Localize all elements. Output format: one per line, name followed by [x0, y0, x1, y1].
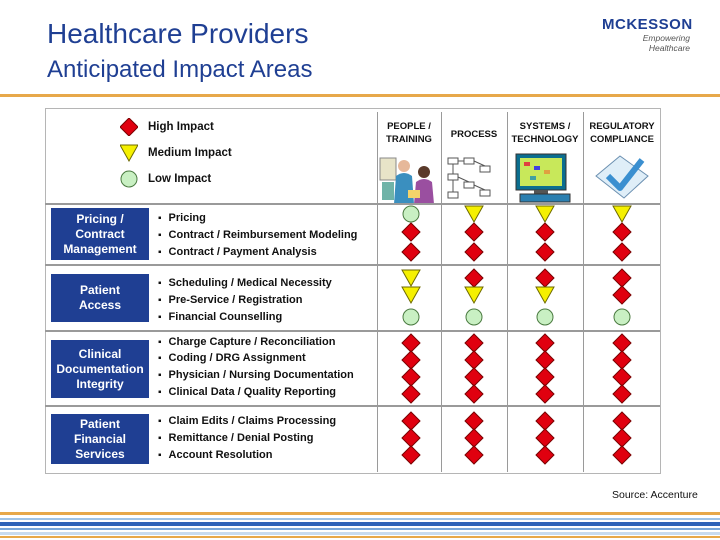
list-item: ▪ Coding / DRG Assignment — [158, 350, 306, 366]
column-divider — [583, 112, 584, 472]
column-divider — [507, 112, 508, 472]
legend-low-label: Low Impact — [148, 173, 212, 185]
high-impact-diamond-icon — [464, 242, 484, 262]
list-item: ▪ Financial Counselling — [158, 309, 282, 325]
column-header-people-training — [378, 120, 440, 146]
high-impact-diamond-icon — [401, 222, 421, 242]
medium-impact-triangle-icon — [120, 144, 138, 162]
list-item: ▪ Pricing — [158, 210, 206, 226]
category-label: Patient — [79, 283, 120, 297]
category-label: Integrity — [76, 376, 124, 391]
medium-impact-triangle-icon — [612, 204, 632, 224]
footer-decoration — [0, 508, 720, 540]
category-label: Pricing / — [76, 211, 124, 226]
high-impact-diamond-icon — [535, 384, 555, 404]
column-header-line: PEOPLE / — [387, 121, 431, 132]
low-impact-circle-icon — [464, 307, 484, 327]
category-label: Access — [78, 298, 122, 312]
process-flowchart-illustration — [444, 152, 506, 204]
high-impact-diamond-icon — [464, 384, 484, 404]
medium-impact-triangle-icon — [464, 204, 484, 224]
list-item: ▪ Charge Capture / Reconciliation — [158, 334, 335, 350]
legend-high — [120, 118, 214, 136]
medium-impact-triangle-icon — [535, 285, 555, 305]
high-impact-diamond-icon — [464, 222, 484, 242]
column-header-line: REGULATORY — [589, 121, 655, 132]
people-training-illustration — [378, 152, 440, 204]
logo-tagline: Empowering Healthcare — [642, 33, 690, 53]
column-header-line: TECHNOLOGY — [511, 134, 579, 145]
category-label: Clinical — [78, 346, 122, 361]
category-pricing-contract-management — [51, 208, 149, 260]
legend-medium — [120, 144, 232, 162]
category-label: Documentation — [56, 361, 144, 376]
legend-low — [120, 170, 211, 188]
low-impact-circle-icon — [612, 307, 632, 327]
high-impact-diamond-icon — [401, 384, 421, 404]
computer-monitor-illustration — [512, 152, 578, 204]
medium-impact-triangle-icon — [535, 204, 555, 224]
category-label: Services — [75, 446, 125, 461]
list-item: ▪ Claim Edits / Claims Processing — [158, 413, 336, 429]
row-divider — [45, 405, 660, 407]
high-impact-diamond-icon — [535, 222, 555, 242]
high-impact-diamond-icon — [612, 242, 632, 262]
source-note: Source: Accenture — [612, 489, 698, 501]
high-impact-diamond-icon — [612, 445, 632, 465]
column-header-regulatory-compliance — [584, 120, 660, 146]
high-impact-diamond-icon — [612, 384, 632, 404]
legend-medium-label: Medium Impact — [148, 147, 232, 159]
column-header-line: SYSTEMS / — [519, 121, 571, 132]
category-label: Patient — [79, 416, 120, 431]
category-label: Contract — [75, 226, 125, 241]
checkmark-document-illustration — [590, 152, 652, 204]
high-impact-diamond-icon — [612, 285, 632, 305]
category-label: Financial — [73, 431, 126, 446]
list-item: ▪ Account Resolution — [158, 447, 272, 463]
legend-high-label: High Impact — [148, 121, 214, 133]
list-item: ▪ Clinical Data / Quality Reporting — [158, 384, 336, 400]
column-header-line: COMPLIANCE — [590, 134, 654, 145]
column-header-systems-technology — [508, 120, 582, 146]
medium-impact-triangle-icon — [401, 285, 421, 305]
row-divider — [45, 203, 660, 205]
low-impact-circle-icon — [535, 307, 555, 327]
category-patient-financial-services — [51, 414, 149, 464]
list-item: ▪ Contract / Payment Analysis — [158, 244, 317, 260]
column-header-line: PROCESS — [450, 129, 498, 140]
high-impact-diamond-icon — [612, 222, 632, 242]
list-item: ▪ Pre-Service / Registration — [158, 292, 302, 308]
high-impact-diamond-icon — [401, 445, 421, 465]
high-impact-diamond-icon — [401, 242, 421, 262]
category-patient-access — [51, 274, 149, 322]
column-divider — [441, 112, 442, 472]
low-impact-circle-icon — [401, 307, 421, 327]
page-title: Healthcare Providers — [47, 18, 309, 49]
header-divider — [0, 94, 720, 97]
high-impact-diamond-icon — [535, 445, 555, 465]
column-header-line: TRAINING — [386, 134, 432, 145]
list-item: ▪ Contract / Reimbursement Modeling — [158, 227, 357, 243]
company-logo — [602, 16, 698, 53]
high-impact-diamond-icon — [120, 118, 138, 136]
page-subtitle: Anticipated Impact Areas — [47, 56, 313, 83]
low-impact-circle-icon — [120, 170, 138, 188]
category-clinical-documentation-integrity — [51, 340, 149, 398]
row-divider — [45, 264, 660, 266]
category-label: Management — [63, 241, 137, 256]
list-item: ▪ Physician / Nursing Documentation — [158, 367, 354, 383]
high-impact-diamond-icon — [464, 445, 484, 465]
medium-impact-triangle-icon — [464, 285, 484, 305]
high-impact-diamond-icon — [535, 242, 555, 262]
low-impact-circle-icon — [401, 204, 421, 224]
column-header-process — [442, 128, 506, 141]
row-divider — [45, 330, 660, 332]
list-item: ▪ Scheduling / Medical Necessity — [158, 275, 332, 291]
list-item: ▪ Remittance / Denial Posting — [158, 430, 313, 446]
logo-name: MCKESSON — [602, 16, 693, 33]
